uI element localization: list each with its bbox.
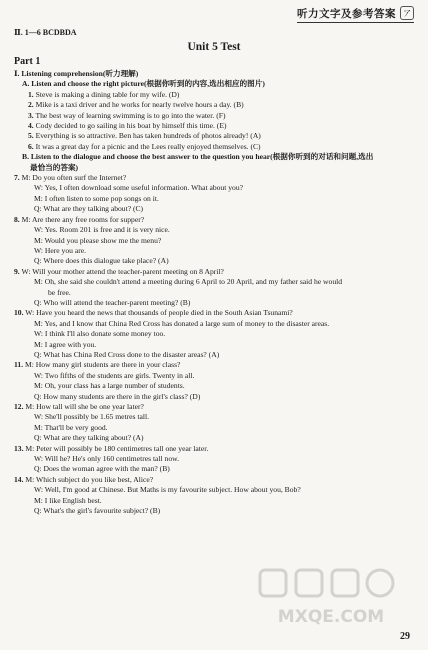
watermark-logo	[256, 568, 406, 628]
dialogue-line: M: I like English best.	[34, 495, 102, 505]
item-text: Mike is a taxi driver and he works for nearly twelve hours a day. (B)	[35, 100, 244, 110]
instruction-a: A. Listen and choose the right picture(根据你听到的内容,选出相应的图片)	[22, 79, 265, 89]
dialogue-line	[14, 173, 420, 183]
dialogue-line	[14, 444, 420, 454]
list-item	[14, 121, 420, 131]
dialogue-line: M: Would you please show me the menu?	[34, 235, 162, 245]
dialogue-line: Q: What are they talking about? (A)	[34, 433, 144, 443]
dialogue-line: M: Oh, she said she couldn't attend a meeting during 6 April to 20 April, and my father said he would	[34, 277, 343, 287]
dialogue-line: M: I often listen to some pop songs on it.	[34, 193, 159, 203]
item-text: Steve is making a dining table for my wife. (D)	[35, 89, 180, 99]
dialogue-line	[14, 215, 420, 225]
item-number: 9.	[14, 266, 20, 276]
dialogue-line: W: She'll possibly be 1.65 metres tall.	[34, 412, 149, 422]
page-header	[297, 4, 414, 23]
item-text: The best way of learning swimming is to go into the water. (F)	[35, 110, 226, 120]
dialogue-text: M: How tall will she be one year later?	[25, 402, 144, 411]
list-item	[14, 90, 420, 100]
dialogue-text: M: Are there any free rooms for supper?	[21, 214, 145, 224]
item-number: 1.	[28, 89, 34, 99]
item-number: 7.	[14, 173, 20, 183]
dialogue-line	[14, 475, 420, 485]
dialogue-line: W: Yes, I often download some useful information. What about you?	[34, 183, 244, 193]
header-title: 听力文字及参考答案	[297, 7, 396, 20]
dialogue-line: Q: Who will attend the teacher-parent meeting? (B)	[34, 297, 191, 307]
item-number: 8.	[14, 214, 20, 224]
item-text: Cody decided to go sailing in his boat by himself this time. (E)	[35, 121, 227, 131]
dialogue-text: W: Have you heard the news that thousands of people died in the South Asian Tsunami?	[25, 308, 293, 318]
list-item	[14, 131, 420, 141]
list-item	[14, 100, 420, 110]
dialogue-line	[14, 402, 420, 412]
part-label: Part 1	[14, 56, 41, 67]
item-number: 14.	[14, 474, 24, 484]
watermark-text: MXQE.COM	[277, 607, 385, 627]
listening-content	[14, 69, 420, 516]
unit-title: Unit 5 Test	[187, 41, 241, 53]
dialogue-text: W: Will your mother attend the teacher-parent meeting on 8 April?	[21, 266, 224, 276]
dialogue-line: M: That'll be very good.	[34, 422, 108, 432]
dialogue-line: Q: What's the girl's favourite subject? (B)	[34, 506, 161, 516]
dialogue-text: M: Do you often surf the Internet?	[21, 173, 127, 183]
item-number: 6.	[28, 141, 34, 151]
dialogue-line	[14, 308, 420, 318]
item-number: 5.	[28, 131, 34, 141]
page-number: 29	[400, 631, 410, 642]
instruction-b: B. Listen to the dialogue and choose the best answer to the question you hear(根据你听到的对话和问题,选出	[22, 152, 374, 162]
section-heading: Ⅰ. Listening comprehension(听力理解)	[14, 69, 139, 78]
instruction-b-cont: 最恰当的答案)	[30, 162, 79, 172]
dialogue-text: M: Peter will possibly be 180 centimetres tall one year later.	[25, 443, 209, 453]
dialogue-line: W: Well, I'm good at Chinese. But Maths is my favourite subject. How about you, Bob?	[34, 485, 301, 495]
item-number: 3.	[28, 110, 34, 120]
dialogue-line: M: Oh, your class has a large number of students.	[34, 381, 185, 391]
dialogue-line: Q: What has China Red Cross done to the disaster areas? (A)	[34, 349, 220, 359]
item-text: Everything is so attractive. Ben has taken hundreds of photos already! (A)	[35, 131, 261, 141]
item-text: It was a great day for a picnic and the Lees really enjoyed themselves. (C)	[35, 141, 261, 151]
dialogue-line: W: Will he? He's only 160 centimetres tall now.	[34, 454, 180, 464]
item-number: 4.	[28, 121, 34, 131]
dialogue-line: W: Here you are.	[34, 245, 87, 255]
dialogue-line: Q: How many students are there in the girl's class? (D)	[34, 391, 201, 401]
dialogue-line: be free.	[48, 287, 71, 297]
dialogue-line: W: Two fifths of the students are girls. Twenty in all.	[34, 370, 195, 380]
dialogue-text: M: How many girl students are there in your class?	[24, 360, 181, 370]
dialogue-line: W: I think I'll also donate some money too.	[34, 329, 166, 339]
item-number: 2.	[28, 100, 34, 110]
dialogue-line	[14, 267, 420, 277]
item-number: 12.	[14, 402, 24, 411]
dialogue-line: Q: Does the woman agree with the man? (B)	[34, 464, 170, 474]
dialogue-line: M: Yes, and I know that China Red Cross has donated a large sum of money to the disaster areas.	[34, 318, 330, 328]
dialogue-line: Q: What are they talking about? (C)	[34, 204, 144, 214]
dialogue-line: W: Yes. Room 201 is free and it is very nice.	[34, 225, 170, 235]
item-number: 10.	[14, 308, 24, 318]
item-number: 13.	[14, 443, 24, 453]
dialogue-line	[14, 360, 420, 370]
answers-line: Ⅱ. 1—6 BCDBDA	[14, 28, 77, 37]
dialogue-line: Q: Where does this dialogue take place? (A)	[34, 256, 169, 266]
list-item	[14, 111, 420, 121]
header-logo-icon: ア	[400, 6, 414, 20]
item-number: 11.	[14, 360, 24, 370]
dialogue-line: M: I agree with you.	[34, 339, 97, 349]
list-item	[14, 142, 420, 152]
dialogue-text: M: Which subject do you like best, Alice?	[25, 474, 154, 484]
